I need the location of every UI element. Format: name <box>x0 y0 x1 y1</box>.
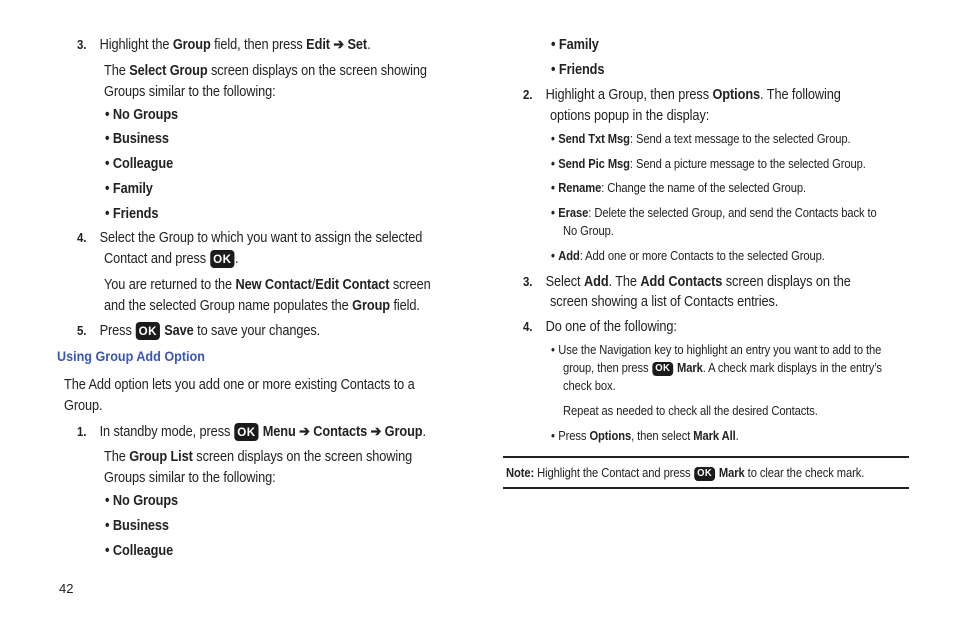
option-item-cont: No Group. <box>563 223 614 238</box>
add-step-1-body-line1: The Group List screen displays on the screen showing <box>104 449 413 465</box>
note-bottom-rule <box>503 487 909 489</box>
step-3: 3. Highlight the Group field, then press Edit ➔ Set. <box>77 37 371 53</box>
list-item: • Friends <box>105 206 159 222</box>
list-item: • Friends <box>551 62 605 78</box>
section-heading: Using Group Add Option <box>57 348 205 364</box>
sub-bullet-1-line1: • Use the Navigation key to highlight an entry you want to add to the <box>551 342 882 357</box>
list-item: • Business <box>105 518 169 534</box>
list-item: • No Groups <box>105 493 179 509</box>
list-item: • Colleague <box>105 543 174 559</box>
ok-key-icon: OK <box>652 362 673 376</box>
list-item: • No Groups <box>105 107 179 123</box>
add-step-4: 4. Do one of the following: <box>523 319 677 335</box>
add-step-3-line2: screen showing a list of Contacts entries. <box>550 294 779 310</box>
add-step-1-body-line2: Groups similar to the following: <box>104 470 276 486</box>
step-4-line2: Contact and press OK . <box>104 251 239 267</box>
page-number: 42 <box>59 581 74 596</box>
note-top-rule <box>503 456 909 458</box>
add-step-2: 2. Highlight a Group, then press Options. The following <box>523 87 841 103</box>
option-item: • Send Pic Msg: Send a picture message to the selected Group. <box>551 156 866 171</box>
step-5: 5. Press OK Save to save your changes. <box>77 323 321 339</box>
sub-bullet-2: • Press Options, then select Mark All. <box>551 428 739 443</box>
step-4-body-line2: and the selected Group name populates the Group field. <box>104 298 420 314</box>
sub-bullet-1-line2: group, then press OK Mark. A check mark displays in the entry’s <box>563 360 882 375</box>
repeat-note: Repeat as needed to check all the desired Contacts. <box>563 403 818 418</box>
option-item: • Send Txt Msg: Send a text message to the selected Group. <box>551 131 851 146</box>
ok-key-icon: OK <box>210 250 234 268</box>
intro-line2: Group. <box>64 398 103 414</box>
list-item: • Family <box>551 37 599 53</box>
add-step-2-line2: options popup in the display: <box>550 108 710 124</box>
list-item: • Business <box>105 131 169 147</box>
add-step-1: 1. In standby mode, press OK Menu ➔ Contacts ➔ Group. <box>77 424 426 440</box>
step-4-body-line1: You are returned to the New Contact/Edit Contact screen <box>104 277 431 293</box>
intro-line1: The Add option lets you add one or more existing Contacts to a <box>64 377 415 393</box>
ok-key-icon: OK <box>694 467 715 481</box>
ok-key-icon: OK <box>234 423 258 441</box>
add-step-3: 3. Select Add. The Add Contacts screen displays on the <box>523 274 851 290</box>
option-item: • Add: Add one or more Contacts to the selected Group. <box>551 248 825 263</box>
option-item: • Rename: Change the name of the selected Group. <box>551 180 807 195</box>
list-item: • Colleague <box>105 156 174 172</box>
sub-bullet-1-line3: check box. <box>563 378 616 393</box>
step-4: 4. Select the Group to which you want to assign the selected <box>77 230 423 246</box>
note: Note: Highlight the Contact and press OK Mark to clear the check mark. <box>506 465 865 480</box>
list-item: • Family <box>105 181 153 197</box>
ok-key-icon: OK <box>136 322 160 340</box>
step-3-body-line1: The Select Group screen displays on the screen showing <box>104 63 427 79</box>
step-3-body-line2: Groups similar to the following: <box>104 84 276 100</box>
option-item: • Erase: Delete the selected Group, and send the Contacts back to <box>551 205 877 220</box>
